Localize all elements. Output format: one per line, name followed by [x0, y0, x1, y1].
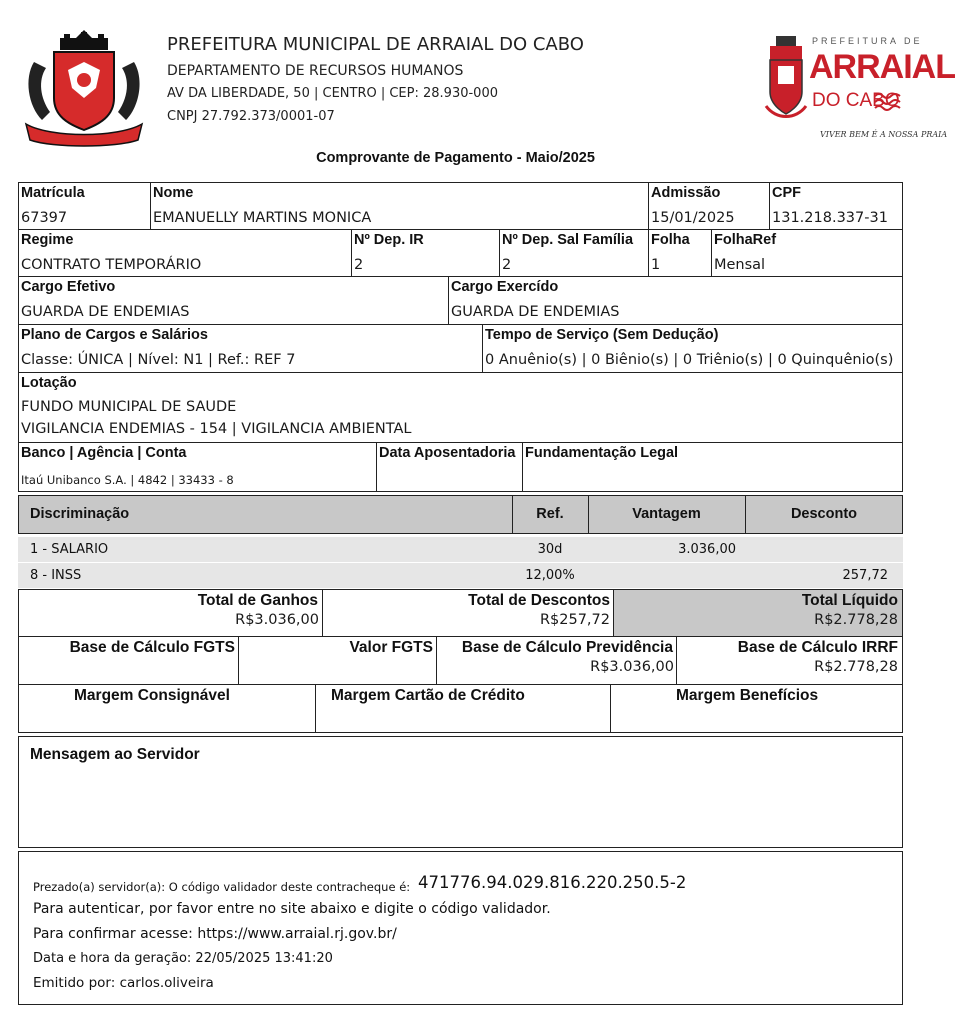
- total-descontos-label: Total de Descontos: [468, 592, 610, 609]
- cargo-exercido-value: GUARDA DE ENDEMIAS: [451, 304, 620, 320]
- row-ref: 30d: [537, 542, 563, 557]
- col-ref: Ref.: [536, 506, 564, 522]
- dep-ir-label: Nº Dep. IR: [354, 232, 424, 248]
- cnpj: CNPJ 27.792.373/0001-07: [167, 109, 335, 124]
- regime-value: CONTRATO TEMPORÁRIO: [21, 257, 202, 273]
- data-aposentadoria-label: Data Aposentadoria: [379, 445, 516, 461]
- validator-code: 471776.94.029.816.220.250.5-2: [418, 873, 687, 892]
- department: DEPARTAMENTO DE RECURSOS HUMANOS: [167, 63, 464, 79]
- margem-cartao-label: Margem Cartão de Crédito: [331, 687, 525, 704]
- lotacao-label: Lotação: [21, 375, 77, 391]
- footer-line2: Para autenticar, por favor entre no site abaixo e digite o código validador.: [33, 901, 551, 917]
- tempo-label: Tempo de Serviço (Sem Dedução): [485, 327, 719, 343]
- cargo-efetivo-value: GUARDA DE ENDEMIAS: [21, 304, 190, 320]
- admissao-label: Admissão: [651, 185, 721, 201]
- row-ref: 12,00%: [525, 568, 575, 583]
- dep-sal-value: 2: [502, 257, 512, 273]
- matricula-value: 67397: [21, 210, 68, 226]
- row-disc: 1 - SALARIO: [30, 542, 109, 557]
- margem-beneficios-label: Margem Benefícios: [676, 687, 819, 704]
- total-liquido-value: R$2.778,28: [814, 612, 898, 628]
- total-liquido-label: Total Líquido: [801, 592, 898, 609]
- address: AV DA LIBERDADE, 50 | CENTRO | CEP: 28.930-000: [167, 86, 498, 101]
- validator-intro: Prezado(a) servidor(a): O código validador deste contracheque é:: [33, 880, 411, 894]
- cargo-efetivo-label: Cargo Efetivo: [21, 279, 116, 295]
- row-vantagem: 3.036,00: [678, 542, 736, 557]
- base-irrf-value: R$2.778,28: [814, 659, 898, 675]
- coat-of-arms-icon: [20, 28, 148, 146]
- cpf-label: CPF: [772, 185, 801, 201]
- logo-top-text: PREFEITURA DE: [812, 36, 923, 46]
- org-name: PREFEITURA MUNICIPAL DE ARRAIAL DO CABO: [167, 34, 584, 55]
- total-descontos-value: R$257,72: [539, 612, 610, 628]
- matricula-label: Matrícula: [21, 185, 85, 201]
- col-vantagem: Vantagem: [632, 506, 701, 522]
- footer-line5: Emitido por: carlos.oliveira: [33, 975, 214, 991]
- row-disc: 8 - INSS: [30, 568, 82, 583]
- mensagem-label: Mensagem ao Servidor: [30, 746, 200, 763]
- base-previdencia-label: Base de Cálculo Previdência: [461, 639, 673, 656]
- cargo-exercido-label: Cargo Exercído: [451, 279, 559, 295]
- plano-label: Plano de Cargos e Salários: [21, 327, 208, 343]
- fundamentacao-label: Fundamentação Legal: [525, 445, 679, 461]
- col-desconto: Desconto: [790, 506, 858, 522]
- logo-slogan: VIVER BEM É A NOSSA PRAIA: [820, 130, 948, 139]
- nome-label: Nome: [153, 185, 194, 201]
- row-desconto: 257,72: [842, 568, 888, 583]
- logo-sub-text: DO CABO: [812, 90, 900, 111]
- dep-sal-label: Nº Dep. Sal Família: [502, 232, 634, 248]
- arraial-logo: [762, 34, 955, 144]
- valor-fgts-label: Valor FGTS: [349, 639, 433, 656]
- banco-value: Itaú Unibanco S.A. | 4842 | 33433 - 8: [21, 473, 234, 487]
- plano-value: Classe: ÚNICA | Nível: N1 | Ref.: REF 7: [21, 352, 296, 368]
- waves-icon: [874, 92, 902, 112]
- admissao-value: 15/01/2025: [651, 210, 735, 226]
- base-previdencia-value: R$3.036,00: [590, 659, 674, 675]
- col-discriminacao: Discriminação: [30, 506, 130, 522]
- regime-label: Regime: [21, 232, 74, 248]
- dep-ir-value: 2: [354, 257, 364, 273]
- document-title: Comprovante de Pagamento - Maio/2025: [316, 150, 595, 166]
- base-irrf-label: Base de Cálculo IRRF: [737, 639, 898, 656]
- banco-label: Banco | Agência | Conta: [21, 445, 187, 461]
- tempo-value: 0 Anuênio(s) | 0 Biênio(s) | 0 Triênio(s) | 0 Quinquênio(s): [485, 352, 894, 368]
- folha-value: 1: [651, 257, 661, 273]
- cpf-value: 131.218.337-31: [772, 210, 888, 226]
- footer-line4: Data e hora da geração: 22/05/2025 13:41:20: [33, 951, 333, 966]
- folharef-label: FolhaRef: [714, 232, 777, 248]
- shield-icon: [766, 36, 806, 120]
- lotacao-line1: FUNDO MUNICIPAL DE SAUDE: [21, 399, 237, 415]
- folharef-value: Mensal: [714, 257, 766, 273]
- table-row: [18, 537, 903, 562]
- total-ganhos-value: R$3.036,00: [235, 612, 319, 628]
- logo-main-text: ARRAIAL: [809, 48, 955, 86]
- footer-line3: Para confirmar acesse: https://www.arraial.rj.gov.br/: [33, 926, 397, 942]
- lotacao-line2: VIGILANCIA ENDEMIAS - 154 | VIGILANCIA AMBIENTAL: [21, 421, 412, 437]
- folha-label: Folha: [651, 232, 690, 248]
- seal-logo: [20, 28, 148, 146]
- nome-value: EMANUELLY MARTINS MONICA: [153, 210, 372, 226]
- margem-consignavel-label: Margem Consignável: [74, 687, 230, 704]
- total-ganhos-label: Total de Ganhos: [197, 592, 318, 609]
- base-fgts-label: Base de Cálculo FGTS: [69, 639, 235, 656]
